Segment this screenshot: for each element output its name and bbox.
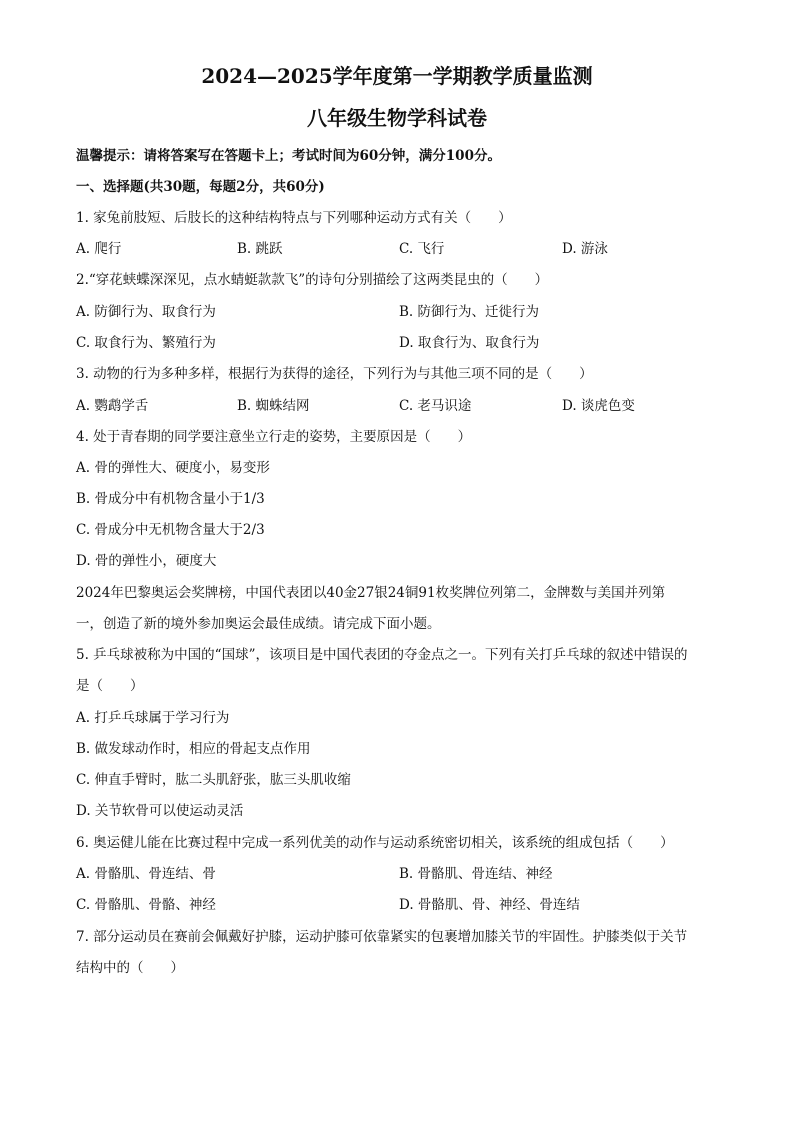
question-6-option-c: C. 骨骼肌、骨骼、神经 — [76, 897, 216, 913]
question-3-option-b: B. 蜘蛛结网 — [237, 398, 310, 414]
notice-text: 温馨提示：请将答案写在答题卡上；考试时间为60分钟，满分100分。 — [76, 148, 501, 164]
passage-line-1: 2024年巴黎奥运会奖牌榜，中国代表团以40金27银24铜91枚奖牌位列第二，金牌数与美国并列第 — [76, 585, 666, 601]
exam-title: 2024—2025学年度第一学期教学质量监测 — [201, 64, 593, 88]
question-5-stem-line-1: 5. 乒乓球被称为中国的“国球”，该项目是中国代表团的夺金点之一。下列有关打乒乓球的叙述中错误的 — [76, 647, 688, 663]
question-1-option-d: D. 游泳 — [562, 241, 608, 257]
question-2-stem: 2.“穿花蛱蝶深深见，点水蜻蜓款款飞”的诗句分别描绘了这两类昆虫的（ ） — [76, 272, 549, 288]
question-2-option-b: B. 防御行为、迁徙行为 — [399, 304, 540, 320]
question-5-option-c: C. 伸直手臂时，肱二头肌舒张，肱三头肌收缩 — [76, 772, 351, 788]
question-7-stem-line-1: 7. 部分运动员在赛前会佩戴好护膝，运动护膝可依靠紧实的包裹增加膝关节的牢固性。护膝类似于关节 — [76, 929, 688, 945]
section-heading: 一、选择题(共30题，每题2分，共60分) — [76, 179, 325, 195]
question-1-option-b: B. 跳跃 — [237, 241, 283, 257]
question-4-option-b: B. 骨成分中有机物含量小于1/3 — [76, 491, 265, 507]
question-4-option-a: A. 骨的弹性大、硬度小，易变形 — [76, 460, 270, 476]
question-6-option-b: B. 骨骼肌、骨连结、神经 — [399, 866, 553, 882]
question-1-option-a: A. 爬行 — [76, 241, 122, 257]
question-4-option-d: D. 骨的弹性小，硬度大 — [76, 553, 217, 569]
question-6-option-d: D. 骨骼肌、骨、神经、骨连结 — [399, 897, 580, 913]
question-1-stem: 1. 家兔前肢短、后肢长的这种结构特点与下列哪种运动方式有关（ ） — [76, 210, 512, 226]
question-5-option-b: B. 做发球动作时，相应的骨起支点作用 — [76, 741, 311, 757]
question-1-option-c: C. 飞行 — [399, 241, 445, 257]
question-5-option-d: D. 关节软骨可以使运动灵活 — [76, 803, 244, 819]
question-4-stem: 4. 处于青春期的同学要注意坐立行走的姿势，主要原因是（ ） — [76, 429, 472, 445]
question-6-stem: 6. 奥运健儿能在比赛过程中完成一系列优美的动作与运动系统密切相关，该系统的组成包括（ ） — [76, 835, 674, 851]
passage-line-2: 一，创造了新的境外参加奥运会最佳成绩。请完成下面小题。 — [76, 616, 441, 632]
question-4-option-c: C. 骨成分中无机物含量大于2/3 — [76, 522, 265, 538]
question-2-option-a: A. 防御行为、取食行为 — [76, 304, 216, 320]
question-3-option-a: A. 鹦鹉学舌 — [76, 398, 149, 414]
question-7-stem-line-2: 结构中的（ ） — [76, 960, 184, 976]
question-5-stem-line-2: 是（ ） — [76, 678, 144, 694]
question-2-option-d: D. 取食行为、取食行为 — [399, 335, 540, 351]
question-3-stem: 3. 动物的行为多种多样，根据行为获得的途径，下列行为与其他三项不同的是（ ） — [76, 366, 593, 382]
exam-subtitle: 八年级生物学科试卷 — [307, 106, 487, 130]
question-6-option-a: A. 骨骼肌、骨连结、骨 — [76, 866, 216, 882]
question-3-option-c: C. 老马识途 — [399, 398, 472, 414]
question-2-option-c: C. 取食行为、繁殖行为 — [76, 335, 216, 351]
question-3-option-d: D. 谈虎色变 — [562, 398, 635, 414]
question-5-option-a: A. 打乒乓球属于学习行为 — [76, 710, 230, 726]
